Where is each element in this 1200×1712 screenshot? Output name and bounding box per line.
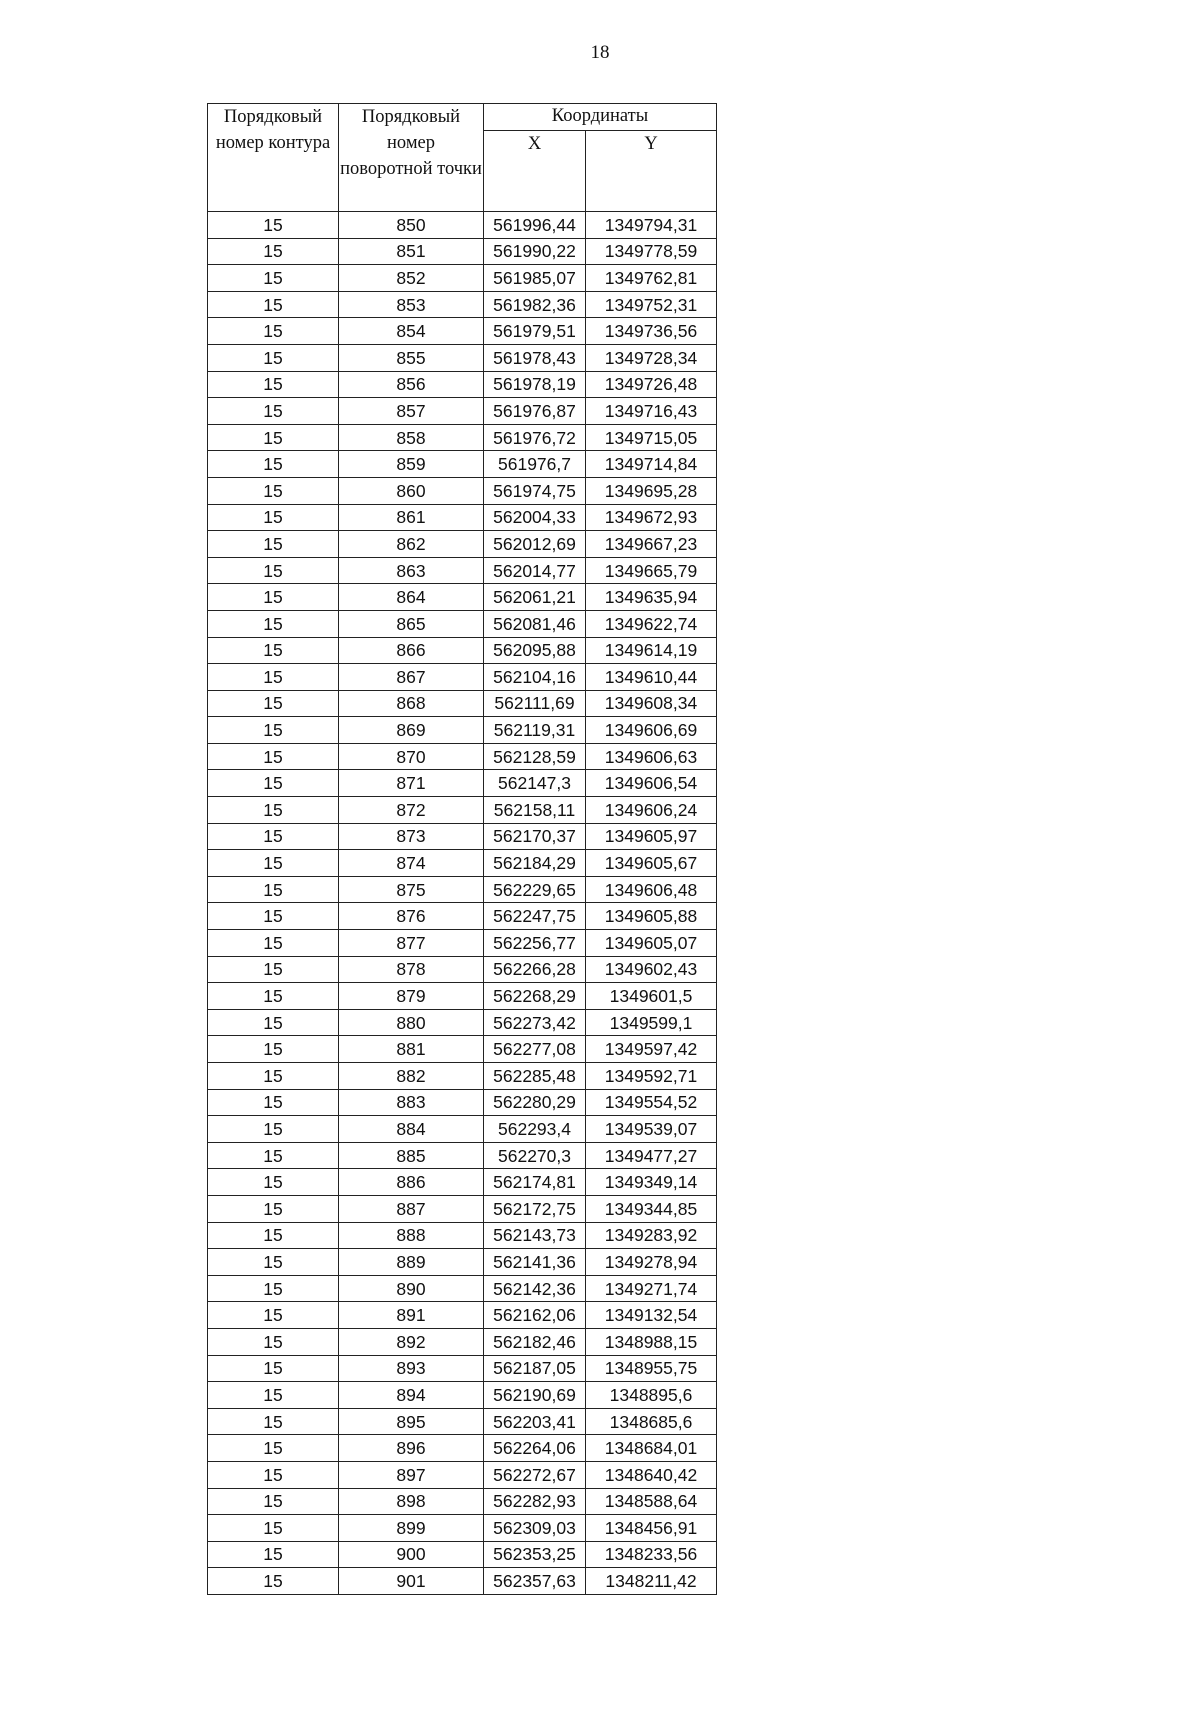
cell-y: 1349605,67	[586, 850, 717, 877]
cell-x: 562162,06	[484, 1302, 586, 1329]
cell-x: 561974,75	[484, 477, 586, 504]
cell-point-number: 896	[339, 1435, 484, 1462]
cell-y: 1349606,48	[586, 876, 717, 903]
cell-contour-number: 15	[208, 1009, 339, 1036]
cell-point-number: 895	[339, 1408, 484, 1435]
table-row	[208, 637, 717, 664]
cell-point-number: 863	[339, 557, 484, 584]
table-row	[208, 1302, 717, 1329]
cell-x: 562293,4	[484, 1116, 586, 1143]
cell-x: 561978,19	[484, 371, 586, 398]
cell-y: 1349762,81	[586, 265, 717, 292]
table-row	[208, 212, 717, 239]
cell-contour-number: 15	[208, 1222, 339, 1249]
coordinates-table	[207, 103, 717, 1595]
cell-x: 562285,48	[484, 1063, 586, 1090]
cell-y: 1349283,92	[586, 1222, 717, 1249]
table-row	[208, 424, 717, 451]
cell-y: 1349599,1	[586, 1009, 717, 1036]
cell-point-number: 886	[339, 1169, 484, 1196]
table-row	[208, 451, 717, 478]
cell-contour-number: 15	[208, 743, 339, 770]
cell-y: 1349349,14	[586, 1169, 717, 1196]
cell-point-number: 900	[339, 1541, 484, 1568]
cell-point-number: 877	[339, 930, 484, 957]
cell-y: 1348233,56	[586, 1541, 717, 1568]
table-row	[208, 1063, 717, 1090]
cell-contour-number: 15	[208, 1302, 339, 1329]
cell-contour-number: 15	[208, 1116, 339, 1143]
cell-y: 1349752,31	[586, 291, 717, 318]
cell-contour-number: 15	[208, 610, 339, 637]
cell-y: 1349278,94	[586, 1249, 717, 1276]
table-row	[208, 531, 717, 558]
cell-y: 1349605,97	[586, 823, 717, 850]
cell-contour-number: 15	[208, 451, 339, 478]
cell-x: 562141,36	[484, 1249, 586, 1276]
table-row	[208, 664, 717, 691]
cell-point-number: 898	[339, 1488, 484, 1515]
cell-x: 562190,69	[484, 1382, 586, 1409]
cell-point-number: 891	[339, 1302, 484, 1329]
table-row	[208, 1488, 717, 1515]
cell-contour-number: 15	[208, 1249, 339, 1276]
cell-y: 1349778,59	[586, 238, 717, 265]
cell-contour-number: 15	[208, 584, 339, 611]
cell-x: 562268,29	[484, 983, 586, 1010]
cell-contour-number: 15	[208, 1275, 339, 1302]
cell-y: 1349672,93	[586, 504, 717, 531]
cell-x: 562309,03	[484, 1515, 586, 1542]
cell-y: 1349601,5	[586, 983, 717, 1010]
cell-x: 562353,25	[484, 1541, 586, 1568]
cell-point-number: 876	[339, 903, 484, 930]
cell-point-number: 880	[339, 1009, 484, 1036]
cell-y: 1348211,42	[586, 1568, 717, 1595]
header-y: Y	[586, 131, 717, 212]
cell-contour-number: 15	[208, 557, 339, 584]
cell-point-number: 882	[339, 1063, 484, 1090]
cell-point-number: 884	[339, 1116, 484, 1143]
cell-y: 1349606,63	[586, 743, 717, 770]
cell-y: 1349606,24	[586, 797, 717, 824]
cell-x: 562282,93	[484, 1488, 586, 1515]
cell-contour-number: 15	[208, 1142, 339, 1169]
table-row	[208, 1515, 717, 1542]
cell-y: 1349728,34	[586, 344, 717, 371]
cell-contour-number: 15	[208, 1089, 339, 1116]
cell-x: 562119,31	[484, 717, 586, 744]
page-number: 18	[590, 42, 610, 63]
cell-x: 562266,28	[484, 956, 586, 983]
cell-contour-number: 15	[208, 983, 339, 1010]
cell-y: 1348895,6	[586, 1382, 717, 1409]
cell-y: 1349344,85	[586, 1195, 717, 1222]
cell-y: 1348955,75	[586, 1355, 717, 1382]
cell-y: 1349695,28	[586, 477, 717, 504]
cell-contour-number: 15	[208, 1568, 339, 1595]
table-row	[208, 318, 717, 345]
table-row	[208, 930, 717, 957]
cell-y: 1349605,88	[586, 903, 717, 930]
cell-contour-number: 15	[208, 291, 339, 318]
cell-x: 562104,16	[484, 664, 586, 691]
cell-point-number: 873	[339, 823, 484, 850]
table-row	[208, 610, 717, 637]
cell-y: 1349606,54	[586, 770, 717, 797]
table-row	[208, 1382, 717, 1409]
cell-x: 562277,08	[484, 1036, 586, 1063]
cell-x: 562273,42	[484, 1009, 586, 1036]
table-row	[208, 743, 717, 770]
cell-point-number: 870	[339, 743, 484, 770]
cell-contour-number: 15	[208, 371, 339, 398]
cell-point-number: 875	[339, 876, 484, 903]
cell-x: 561976,7	[484, 451, 586, 478]
cell-point-number: 857	[339, 398, 484, 425]
cell-contour-number: 15	[208, 823, 339, 850]
header-coordinates: Координаты	[484, 104, 717, 131]
cell-point-number: 851	[339, 238, 484, 265]
cell-point-number: 901	[339, 1568, 484, 1595]
cell-x: 562172,75	[484, 1195, 586, 1222]
cell-x: 562004,33	[484, 504, 586, 531]
cell-x: 562264,06	[484, 1435, 586, 1462]
cell-contour-number: 15	[208, 1435, 339, 1462]
cell-x: 562061,21	[484, 584, 586, 611]
table-row	[208, 1328, 717, 1355]
cell-contour-number: 15	[208, 690, 339, 717]
cell-x: 562357,63	[484, 1568, 586, 1595]
cell-y: 1349602,43	[586, 956, 717, 983]
cell-contour-number: 15	[208, 876, 339, 903]
cell-x: 562280,29	[484, 1089, 586, 1116]
cell-y: 1349606,69	[586, 717, 717, 744]
cell-point-number: 887	[339, 1195, 484, 1222]
cell-y: 1349665,79	[586, 557, 717, 584]
table-row	[208, 1568, 717, 1595]
table-row	[208, 797, 717, 824]
cell-contour-number: 15	[208, 424, 339, 451]
table-row	[208, 584, 717, 611]
cell-y: 1349726,48	[586, 371, 717, 398]
table-row	[208, 1116, 717, 1143]
table-row	[208, 903, 717, 930]
table-row	[208, 1461, 717, 1488]
cell-x: 562270,3	[484, 1142, 586, 1169]
cell-y: 1349592,71	[586, 1063, 717, 1090]
cell-contour-number: 15	[208, 850, 339, 877]
cell-y: 1349794,31	[586, 212, 717, 239]
cell-x: 562187,05	[484, 1355, 586, 1382]
cell-x: 562147,3	[484, 770, 586, 797]
cell-y: 1349477,27	[586, 1142, 717, 1169]
cell-point-number: 892	[339, 1328, 484, 1355]
table-row	[208, 983, 717, 1010]
cell-x: 562012,69	[484, 531, 586, 558]
cell-contour-number: 15	[208, 717, 339, 744]
table-row	[208, 291, 717, 318]
table-row	[208, 1036, 717, 1063]
table-row	[208, 1089, 717, 1116]
cell-contour-number: 15	[208, 1382, 339, 1409]
table-row	[208, 477, 717, 504]
cell-point-number: 861	[339, 504, 484, 531]
cell-contour-number: 15	[208, 398, 339, 425]
table-row	[208, 717, 717, 744]
cell-contour-number: 15	[208, 956, 339, 983]
table-row	[208, 770, 717, 797]
table-row	[208, 1222, 717, 1249]
cell-contour-number: 15	[208, 238, 339, 265]
cell-x: 561982,36	[484, 291, 586, 318]
cell-contour-number: 15	[208, 318, 339, 345]
table-row	[208, 557, 717, 584]
table-row	[208, 1275, 717, 1302]
cell-contour-number: 15	[208, 930, 339, 957]
cell-contour-number: 15	[208, 637, 339, 664]
cell-y: 1349736,56	[586, 318, 717, 345]
cell-x: 562229,65	[484, 876, 586, 903]
cell-point-number: 889	[339, 1249, 484, 1276]
cell-contour-number: 15	[208, 1461, 339, 1488]
table-row	[208, 1009, 717, 1036]
cell-contour-number: 15	[208, 1169, 339, 1196]
cell-point-number: 885	[339, 1142, 484, 1169]
cell-y: 1349597,42	[586, 1036, 717, 1063]
table-row	[208, 371, 717, 398]
cell-y: 1349614,19	[586, 637, 717, 664]
cell-x: 561978,43	[484, 344, 586, 371]
cell-contour-number: 15	[208, 344, 339, 371]
cell-x: 562247,75	[484, 903, 586, 930]
table-row	[208, 1169, 717, 1196]
cell-contour-number: 15	[208, 1195, 339, 1222]
table-row	[208, 504, 717, 531]
table-row	[208, 1195, 717, 1222]
cell-point-number: 864	[339, 584, 484, 611]
cell-point-number: 856	[339, 371, 484, 398]
table-row	[208, 344, 717, 371]
cell-y: 1349714,84	[586, 451, 717, 478]
cell-contour-number: 15	[208, 212, 339, 239]
cell-point-number: 894	[339, 1382, 484, 1409]
cell-point-number: 897	[339, 1461, 484, 1488]
cell-contour-number: 15	[208, 531, 339, 558]
cell-y: 1349608,34	[586, 690, 717, 717]
cell-point-number: 859	[339, 451, 484, 478]
table-row	[208, 1249, 717, 1276]
table-row	[208, 1435, 717, 1462]
cell-point-number: 850	[339, 212, 484, 239]
cell-x: 562170,37	[484, 823, 586, 850]
table-body	[208, 212, 717, 1595]
cell-x: 562182,46	[484, 1328, 586, 1355]
cell-contour-number: 15	[208, 504, 339, 531]
cell-y: 1348685,6	[586, 1408, 717, 1435]
header-contour-number: Порядковый номер контура	[208, 104, 339, 212]
cell-point-number: 890	[339, 1275, 484, 1302]
cell-x: 562174,81	[484, 1169, 586, 1196]
table-row	[208, 850, 717, 877]
table-row	[208, 265, 717, 292]
table-row	[208, 876, 717, 903]
cell-x: 561976,72	[484, 424, 586, 451]
cell-contour-number: 15	[208, 1036, 339, 1063]
cell-x: 562111,69	[484, 690, 586, 717]
cell-x: 562184,29	[484, 850, 586, 877]
cell-contour-number: 15	[208, 1515, 339, 1542]
cell-y: 1348988,15	[586, 1328, 717, 1355]
cell-point-number: 860	[339, 477, 484, 504]
cell-contour-number: 15	[208, 903, 339, 930]
cell-contour-number: 15	[208, 1541, 339, 1568]
cell-y: 1349132,54	[586, 1302, 717, 1329]
cell-y: 1349539,07	[586, 1116, 717, 1143]
cell-point-number: 867	[339, 664, 484, 691]
cell-point-number: 888	[339, 1222, 484, 1249]
table-row	[208, 1408, 717, 1435]
cell-y: 1349716,43	[586, 398, 717, 425]
cell-point-number: 879	[339, 983, 484, 1010]
cell-point-number: 878	[339, 956, 484, 983]
cell-contour-number: 15	[208, 1328, 339, 1355]
cell-y: 1349635,94	[586, 584, 717, 611]
cell-point-number: 874	[339, 850, 484, 877]
cell-contour-number: 15	[208, 477, 339, 504]
cell-point-number: 865	[339, 610, 484, 637]
cell-x: 562143,73	[484, 1222, 586, 1249]
cell-point-number: 869	[339, 717, 484, 744]
cell-y: 1349715,05	[586, 424, 717, 451]
cell-x: 562014,77	[484, 557, 586, 584]
cell-x: 562095,88	[484, 637, 586, 664]
cell-point-number: 852	[339, 265, 484, 292]
cell-point-number: 893	[339, 1355, 484, 1382]
cell-y: 1349605,07	[586, 930, 717, 957]
table-row	[208, 398, 717, 425]
cell-point-number: 871	[339, 770, 484, 797]
cell-contour-number: 15	[208, 770, 339, 797]
cell-y: 1348684,01	[586, 1435, 717, 1462]
cell-y: 1349667,23	[586, 531, 717, 558]
cell-point-number: 853	[339, 291, 484, 318]
header-point-number: Порядковый номер поворотной точки	[339, 104, 484, 212]
table-row	[208, 1142, 717, 1169]
cell-x: 562158,11	[484, 797, 586, 824]
cell-point-number: 881	[339, 1036, 484, 1063]
cell-point-number: 854	[339, 318, 484, 345]
cell-point-number: 899	[339, 1515, 484, 1542]
cell-point-number: 868	[339, 690, 484, 717]
cell-y: 1348640,42	[586, 1461, 717, 1488]
cell-x: 561979,51	[484, 318, 586, 345]
cell-point-number: 855	[339, 344, 484, 371]
cell-y: 1349610,44	[586, 664, 717, 691]
cell-contour-number: 15	[208, 664, 339, 691]
header-x: X	[484, 131, 586, 212]
cell-contour-number: 15	[208, 265, 339, 292]
table-row	[208, 690, 717, 717]
cell-y: 1349271,74	[586, 1275, 717, 1302]
table-row	[208, 238, 717, 265]
cell-x: 562081,46	[484, 610, 586, 637]
cell-x: 562142,36	[484, 1275, 586, 1302]
table-row	[208, 1541, 717, 1568]
cell-point-number: 862	[339, 531, 484, 558]
cell-point-number: 858	[339, 424, 484, 451]
cell-x: 562203,41	[484, 1408, 586, 1435]
cell-y: 1349554,52	[586, 1089, 717, 1116]
cell-contour-number: 15	[208, 1488, 339, 1515]
cell-point-number: 866	[339, 637, 484, 664]
cell-y: 1348588,64	[586, 1488, 717, 1515]
cell-x: 562128,59	[484, 743, 586, 770]
cell-x: 561996,44	[484, 212, 586, 239]
cell-contour-number: 15	[208, 797, 339, 824]
cell-x: 561976,87	[484, 398, 586, 425]
cell-x: 562272,67	[484, 1461, 586, 1488]
table-row	[208, 823, 717, 850]
cell-point-number: 872	[339, 797, 484, 824]
cell-contour-number: 15	[208, 1355, 339, 1382]
cell-y: 1349622,74	[586, 610, 717, 637]
cell-contour-number: 15	[208, 1408, 339, 1435]
cell-x: 561990,22	[484, 238, 586, 265]
cell-x: 562256,77	[484, 930, 586, 957]
cell-contour-number: 15	[208, 1063, 339, 1090]
table-row	[208, 956, 717, 983]
cell-x: 561985,07	[484, 265, 586, 292]
table-row	[208, 1355, 717, 1382]
cell-y: 1348456,91	[586, 1515, 717, 1542]
cell-point-number: 883	[339, 1089, 484, 1116]
